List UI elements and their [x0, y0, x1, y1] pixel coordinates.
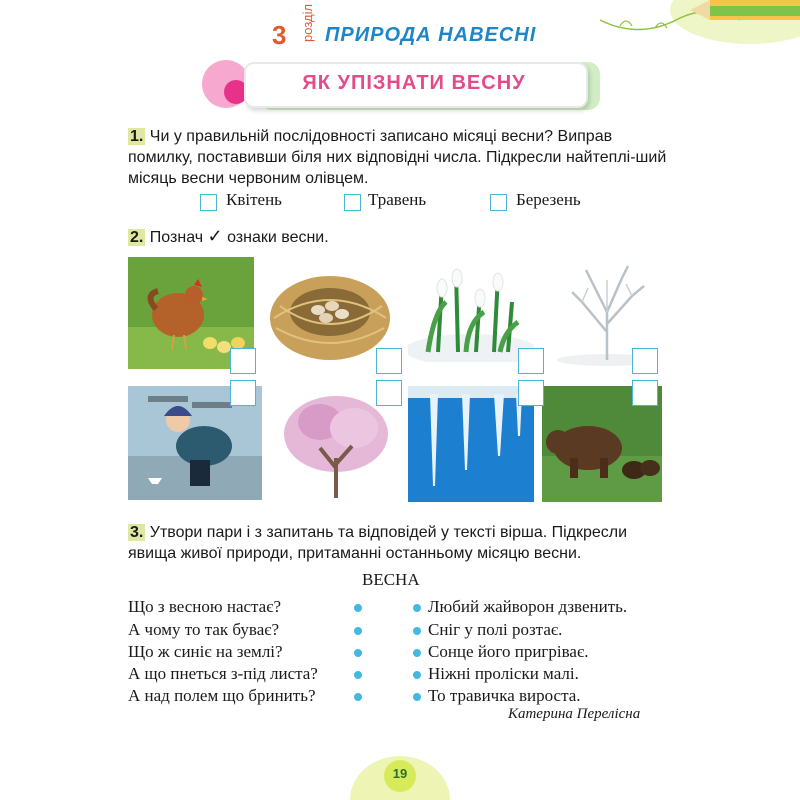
task-3	[128, 522, 668, 564]
answer-3-dot[interactable]	[413, 649, 421, 657]
month-3-label: Березень	[516, 190, 581, 209]
poem-question-3: Що ж синіє на землі?	[128, 642, 283, 661]
poem-answer-5: То травичка вироста.	[428, 686, 581, 705]
question-3-dot[interactable]	[354, 649, 362, 657]
section-word: розділ	[300, 3, 315, 42]
question-1-dot[interactable]	[354, 604, 362, 612]
section-number: 3	[272, 20, 287, 50]
page-number: 19	[392, 766, 408, 781]
photo-bird-nest-with-eggs	[266, 262, 394, 370]
section-title: ПРИРОДА НАВЕСНІ	[325, 24, 537, 46]
task-2	[128, 226, 668, 248]
check-mark-icon: ✓	[207, 226, 223, 246]
month-1-checkbox[interactable]	[200, 194, 217, 211]
poem-answer-4: Ніжні проліски малі.	[428, 664, 579, 683]
task-3-number: 3.	[130, 524, 144, 541]
photo-icicles	[408, 386, 534, 502]
month-2-label: Травень	[368, 190, 427, 209]
answer-1-dot[interactable]	[413, 604, 421, 612]
task-1-number: 1.	[130, 128, 144, 145]
answer-5-dot[interactable]	[413, 693, 421, 701]
month-2-checkbox[interactable]	[344, 194, 361, 211]
task-1-text: Чи у правильній послідовності записано місяці весни? Виправ помилку, поставивши біля них відповідні числа. Підкресли найтеплі-ший місяць весни червоним олівцем.	[128, 128, 667, 187]
answer-4-dot[interactable]	[413, 671, 421, 679]
poem-question-5: А над полем що бринить?	[128, 686, 316, 705]
lesson-title: ЯК УПІЗНАТИ ВЕСНУ	[302, 72, 526, 94]
question-5-dot[interactable]	[354, 693, 362, 701]
poem-question-4: А що пнеться з-під листа?	[128, 664, 318, 683]
month-3-checkbox[interactable]	[490, 194, 507, 211]
poem-answer-3: Сонце його пригріває.	[428, 642, 589, 661]
month-1-label: Квітень	[226, 190, 282, 209]
photo-8-checkbox[interactable]	[632, 380, 658, 406]
photo-1-checkbox[interactable]	[230, 348, 256, 374]
poem-question-1: Що з весною настає?	[128, 597, 282, 616]
months-list	[200, 190, 640, 216]
photo-3-checkbox[interactable]	[518, 348, 544, 374]
task-2-text-before: Познач	[149, 229, 204, 246]
photo-6-checkbox[interactable]	[376, 380, 402, 406]
question-2-dot[interactable]	[354, 627, 362, 635]
photo-4-checkbox[interactable]	[632, 348, 658, 374]
photo-7-checkbox[interactable]	[518, 380, 544, 406]
photo-2-checkbox[interactable]	[376, 348, 402, 374]
poem-answer-2: Сніг у полі розтає.	[428, 620, 563, 639]
answer-2-dot[interactable]	[413, 627, 421, 635]
poem-question-2: А чому то так буває?	[128, 620, 280, 639]
photo-snowdrops-in-snow	[408, 262, 534, 362]
task-1	[128, 126, 668, 189]
task-2-number: 2.	[130, 229, 144, 246]
task-2-text-after: ознаки весни.	[227, 229, 329, 246]
poem-answer-1: Любий жайворон дзвенить.	[428, 597, 628, 616]
question-4-dot[interactable]	[354, 671, 362, 679]
header-decoration	[560, 0, 800, 60]
photo-5-checkbox[interactable]	[230, 380, 256, 406]
poem-title: ВЕСНА	[362, 570, 420, 589]
poem-author: Катерина Перелісна	[508, 706, 641, 722]
task-3-text: Утвори пари і з запитань та відповідей у тексті вірша. Підкресли явища живої природи, притаманні останньому місяцю весни.	[128, 524, 628, 562]
